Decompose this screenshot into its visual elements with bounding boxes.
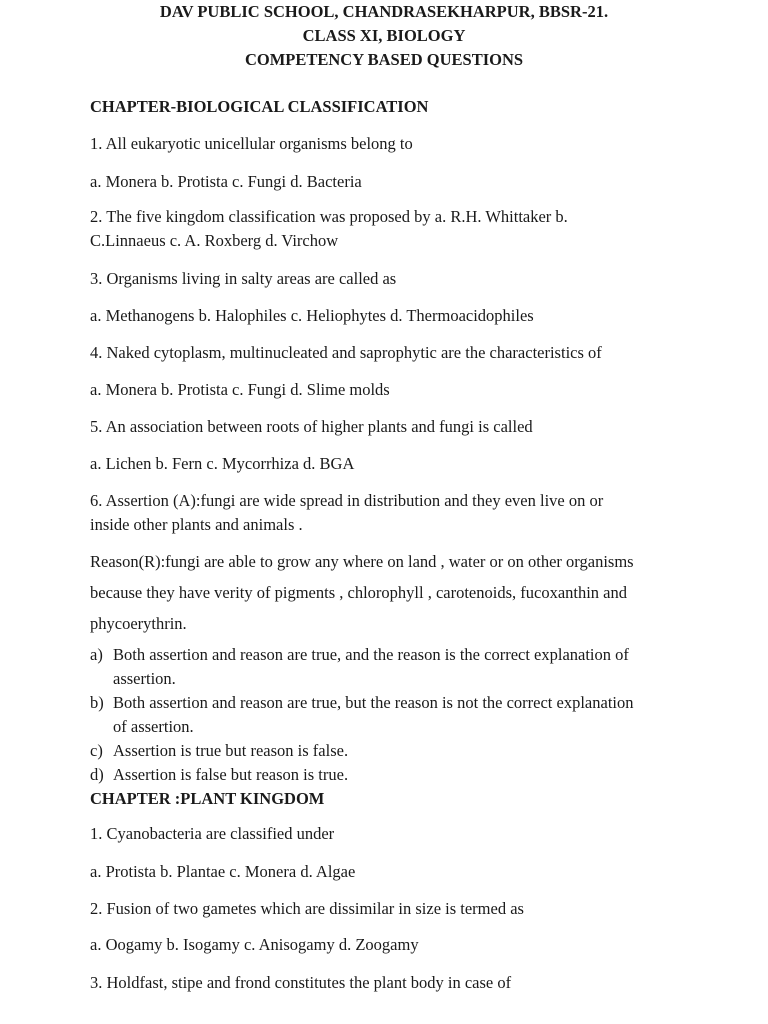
option-text: Assertion is true but reason is false.: [113, 741, 349, 760]
chapter-heading-biological-classification: CHAPTER-BIOLOGICAL CLASSIFICATION: [90, 97, 429, 116]
question-3-options: a. Methanogens b. Halophiles c. Heliophytes d. Thermoacidophiles: [90, 306, 534, 325]
question-5: 5. An association between roots of higher plants and fungi is called: [90, 417, 533, 436]
question-2-line-1: 2. The five kingdom classification was proposed by a. R.H. Whittaker b.: [90, 207, 568, 226]
option-text: Both assertion and reason are true, but the reason is not the correct explanation: [113, 693, 634, 712]
question-6-assertion-line-1: 6. Assertion (A):fungi are wide spread in distribution and they even live on or: [90, 491, 604, 510]
option-text: Assertion is false but reason is true.: [113, 765, 349, 784]
question-1: 1. All eukaryotic unicellular organisms belong to: [90, 134, 413, 153]
plant-question-1: 1. Cyanobacteria are classified under: [90, 824, 335, 843]
option-marker: c): [90, 741, 103, 760]
option-marker: a): [90, 645, 103, 664]
plant-question-2: 2. Fusion of two gametes which are dissimilar in size is termed as: [90, 899, 524, 918]
question-3: 3. Organisms living in salty areas are called as: [90, 269, 397, 288]
question-2-line-2: C.Linnaeus c. A. Roxberg d. Virchow: [90, 231, 339, 250]
option-text-continued: assertion.: [113, 669, 176, 688]
plant-question-1-options: a. Protista b. Plantae c. Monera d. Algae: [90, 862, 356, 881]
option-text-continued: of assertion.: [113, 717, 194, 736]
question-6-reason-line-1: Reason(R):fungi are able to grow any where on land , water or on other organisms: [90, 552, 634, 571]
question-1-options: a. Monera b. Protista c. Fungi d. Bacteria: [90, 172, 362, 191]
plant-question-3: 3. Holdfast, stipe and frond constitutes the plant body in case of: [90, 973, 512, 992]
option-text: Both assertion and reason are true, and the reason is the correct explanation of: [113, 645, 629, 664]
class-title: CLASS XI, BIOLOGY: [302, 26, 466, 45]
plant-question-2-options: a. Oogamy b. Isogamy c. Anisogamy d. Zoogamy: [90, 935, 419, 954]
question-6-reason-line-2: because they have verity of pigments , chlorophyll , carotenoids, fucoxanthin and: [90, 583, 628, 602]
option-marker: d): [90, 765, 104, 784]
document-title: COMPETENCY BASED QUESTIONS: [244, 50, 524, 69]
question-5-options: a. Lichen b. Fern c. Mycorrhiza d. BGA: [90, 454, 355, 473]
chapter-heading-plant-kingdom: CHAPTER :PLANT KINGDOM: [90, 789, 325, 808]
option-marker: b): [90, 693, 104, 712]
question-4-options: a. Monera b. Protista c. Fungi d. Slime molds: [90, 380, 390, 399]
school-name: DAV PUBLIC SCHOOL, CHANDRASEKHARPUR, BBSR-21.: [159, 2, 609, 21]
question-6-reason-line-3: phycoerythrin.: [90, 614, 187, 633]
question-4: 4. Naked cytoplasm, multinucleated and saprophytic are the characteristics of: [90, 343, 602, 362]
question-6-assertion-line-2: inside other plants and animals .: [90, 515, 303, 534]
